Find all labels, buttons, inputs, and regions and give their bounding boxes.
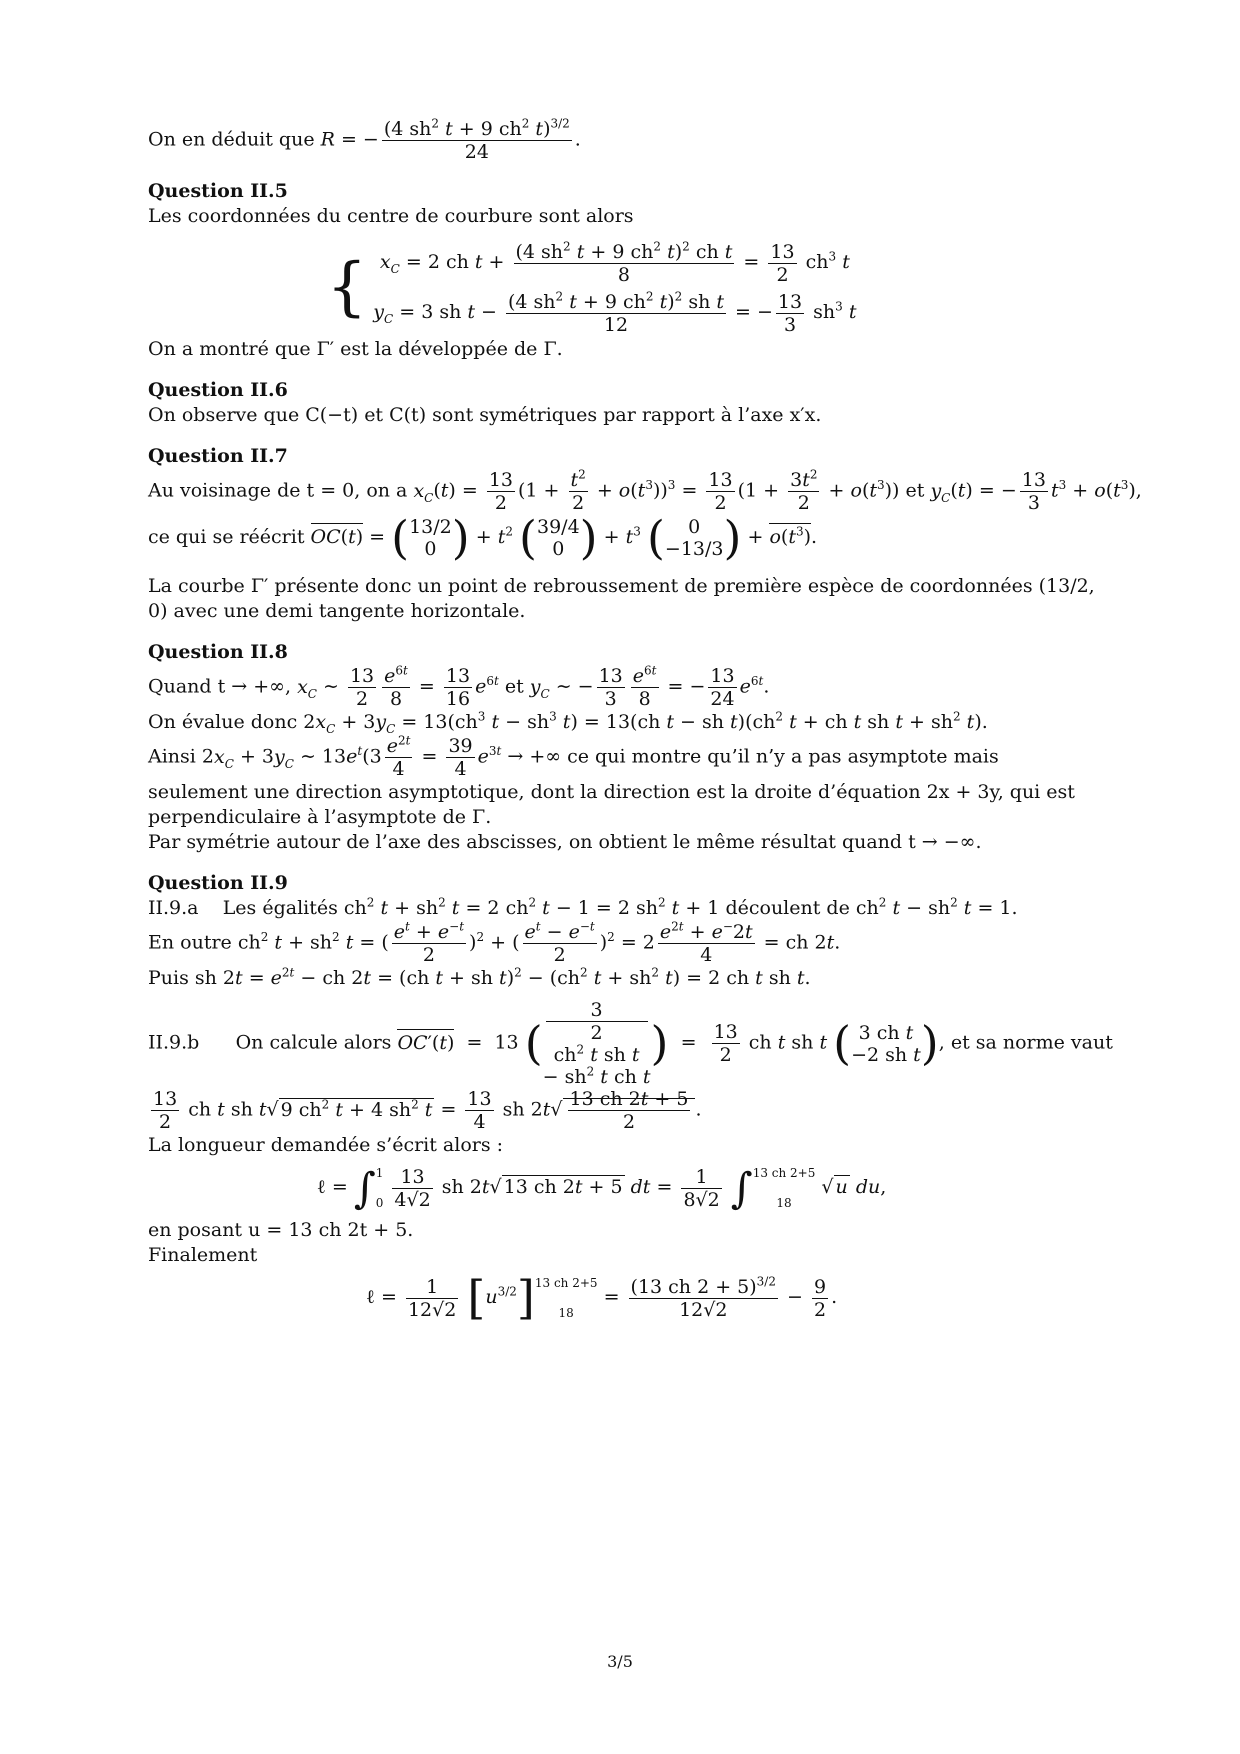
intro-text: On en déduit que <box>148 128 315 151</box>
q9b-integral: ℓ = ∫ 1 0 $\frac{13}{4√2}$ sh 2t√ 13 ch 2t + 5 dt = $\frac{1}{8√2}$ ∫ 13 ch 2+5 18 √ u du, <box>316 1163 887 1213</box>
q5-system: { $x_C = 2$ ch t + $\frac{(4 sh^2 t + 9 ch^2 t)^2 ch t}{8}$ = $\frac{13}{2}$ $ch^3$ t $y_C = 3$ sh t − $\frac{(4 sh^2 t + 9 ch^2 t)^2 sh t}{12}$ = − $\frac{13}{3}$ $sh^3$ t <box>326 239 857 336</box>
q9b-final: ℓ = $\frac{1}{12√2}$ $[u^{3/2}]$ 13 ch 2+5 18 = $\frac{(13 ch 2 + 5)^{3/2}}{12√2}$ − $\frac{9}{2}$ . <box>365 1270 838 1325</box>
q9b-p3: La longueur demandée s’écrit alors : <box>148 1134 504 1156</box>
intro-line: On en déduit que R = − $\frac{(4 sh^2 t + 9 ch^2 t)^{3/2}}{24}$ . <box>148 116 581 163</box>
q8-line2: On évalue donc $2x_C + 3y_C = 13(ch^3$ $t - sh^3$ t) = 13(ch t − sh $t)(ch^2$ t + ch t sh $t + sh^2$ t). <box>148 709 988 736</box>
page-number: 3/5 <box>607 1652 633 1671</box>
q9b-p5: Finalement <box>148 1244 258 1266</box>
q8-line1: Quand t → +∞, $x_C$ ∼ $\frac{13}{2}$ $\frac{e^{6t}}{8}$ = $\frac{13}{16}$ $e^{6t}$ et $y_C$ ∼ − $\frac{13}{3}$ $\frac{e^{6t}}{8}$ = − $\frac{13}{24}$ $e^{6t}$. <box>148 663 770 710</box>
heading-q9: Question II.9 <box>148 872 288 894</box>
q7-line2: ce qui se réécrit OC(t) = ( 13/2 0 ) + $t^2$ ( 39/4 0 ) + $t^3$ ( 0 −13/3 ) + $o(t^3)$. <box>148 510 818 565</box>
q8-p4: Par symétrie autour de l’axe des abscisses, on obtient le même résultat quand t → −∞. <box>148 831 982 853</box>
q5-p2: On a montré que Γ′ est la développée de Γ. <box>148 338 563 360</box>
document-body <box>148 116 1142 1328</box>
heading-q6: Question II.6 <box>148 379 288 401</box>
heading-q7: Question II.7 <box>148 445 288 467</box>
heading-q8: Question II.8 <box>148 641 288 663</box>
q9b-p4: en posant u = 13 ch 2t + 5. <box>148 1219 414 1241</box>
q9a-line3: Puis sh $2t = e^{2t}$ − ch 2t = (ch t + sh $t)^2 - (ch^2$ $t + sh^2$ t) = 2 ch t sh t. <box>148 965 811 989</box>
q9b-line2: $\frac{13}{2}$ ch t sh t√ 9 $ch^2$ t + 4 $sh^2$ t = $\frac{13}{4}$ sh 2t√ $\frac{13 ch 2t + 5}{2}$ . <box>153 1088 702 1133</box>
q6-p1: On observe que C(−t) et C(t) sont symétriques par rapport à l’axe x′x. <box>148 404 822 426</box>
q9a-line2: En outre $ch^2$ $t + sh^2$ t = ( $\frac{e^t + e^{-t}}{2}$ )$^2$ + ( $\frac{e^t - e^{-t}}{2}$ )$^2$ = 2 $\frac{e^{2t} + e^-2t}{4}$ = ch 2t. <box>148 919 841 966</box>
q5-p1: Les coordonnées du centre de courbure sont alors <box>148 205 634 227</box>
q9a-line1: II.9.a Les égalités $ch^2$ $t + sh^2$ t = 2 $ch^2$ t − 1 = 2 $sh^2$ t + 1 découlent de $ch^2$ $t - sh^2$ t = 1. <box>148 895 1018 919</box>
q7-line1: Au voisinage de t = 0, on a $x_C(t)$ = $\frac{13}{2}$ (1 + $\frac{t^2}{2}$ + $o(t^3))^3$ = $\frac{13}{2}$ (1 + $\frac{3t^2}{2}$ + $o(t^3)$) et $y_C(t)$ = − $\frac{13}{3}$ $t^3 + o(t^3)$, <box>148 467 1142 514</box>
q9b-line1: II.9.b On calcule alors OC′(t) = 13 ( 3 2 $ch^2$ t sh t − $sh^2$ t ch t ) = $\frac{13}{2}$ ch t sh t ( 3 ch t −2 sh t ), et sa norme vaut <box>148 999 1113 1088</box>
q8-line3: Ainsi $2x_C + 3y_C$ ∼ $13e^t(3$ $\frac{e^{2t}}{4}$ = $\frac{39}{4}$ $e^{3t}$ → +∞ ce qui montre qu’il n’y a pas asymptote mais seulement une direction asymptotique, dont la direction est la droite d’équation 2x + 3y, qui est perpendiculaire à l’asymptote de Γ. <box>148 733 1075 828</box>
q7-p3: La courbe Γ′ présente donc un point de rebroussement de première espèce de coordonnées (13/2, 0) avec une demi tangente horizontale. <box>148 575 1095 622</box>
heading-q5: Question II.5 <box>148 180 288 202</box>
